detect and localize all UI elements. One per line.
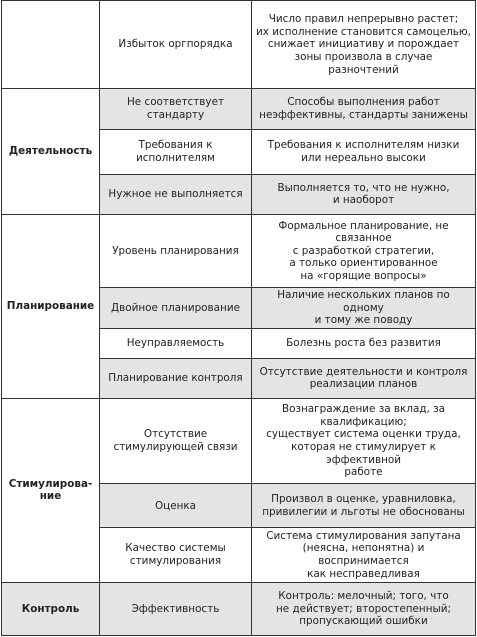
aspect-cell: Уровень планирования	[100, 214, 252, 287]
table-row	[2, 398, 476, 483]
category-cell	[2, 1, 100, 89]
table-row	[2, 89, 476, 129]
category-cell: Стимулирова- ние	[2, 398, 100, 582]
aspect-cell: Избыток оргпорядка	[100, 1, 252, 89]
description-cell: Формальное планирование, не связанное с разработкой стратегии, а только ориентированное на «горящие вопросы»	[252, 214, 476, 287]
description-cell: Число правил непрерывно растет; их исполнение становится самоцелью, снижает инициативу и порождает зоны произвола в случае разночтений	[252, 1, 476, 89]
description-cell: Способы выполнения работ неэффективны, стандарты занижены	[252, 89, 476, 129]
category-cell: Планирование	[2, 214, 100, 398]
table-row	[2, 214, 476, 287]
problems-table	[1, 0, 476, 636]
aspect-cell: Неуправляемость	[100, 328, 252, 358]
aspect-cell: Планирование контроля	[100, 358, 252, 398]
description-cell: Отсутствие деятельности и контроля реализации планов	[252, 358, 476, 398]
aspect-cell: Отсутствие стимулирующей связи	[100, 398, 252, 483]
category-cell: Контроль	[2, 582, 100, 635]
aspect-cell: Требования к исполнителям	[100, 129, 252, 174]
aspect-cell: Качество системы стимулирования	[100, 528, 252, 582]
description-cell: Вознаграждение за вклад, за квалификацию; существует система оценки труда, которая не стимулирует к эффективной работе	[252, 398, 476, 483]
description-cell: Контроль: мелочный; того, что не действует; второстепенный; пропускающий ошибки	[252, 582, 476, 635]
aspect-cell: Не соответствует стандарту	[100, 89, 252, 129]
description-cell: Система стимулирования запутана (неясна, непонятна) и воспринимается как несправедливая	[252, 528, 476, 582]
aspect-cell: Нужное не выполняется	[100, 174, 252, 214]
description-cell: Выполняется то, что не нужно, и наоборот	[252, 174, 476, 214]
description-cell: Наличие нескольких планов по одному и тому же поводу	[252, 288, 476, 328]
aspect-cell: Двойное планирование	[100, 288, 252, 328]
aspect-cell: Оценка	[100, 484, 252, 528]
description-cell: Требования к исполнителям низки или нереально высоки	[252, 129, 476, 174]
description-cell: Произвол в оценке, уравниловка, привилегии и льготы не обоснованы	[252, 484, 476, 528]
table-row	[2, 582, 476, 635]
table-row	[2, 1, 476, 89]
description-cell: Болезнь роста без развития	[252, 328, 476, 358]
aspect-cell: Эффективность	[100, 582, 252, 635]
category-cell: Деятельность	[2, 89, 100, 215]
